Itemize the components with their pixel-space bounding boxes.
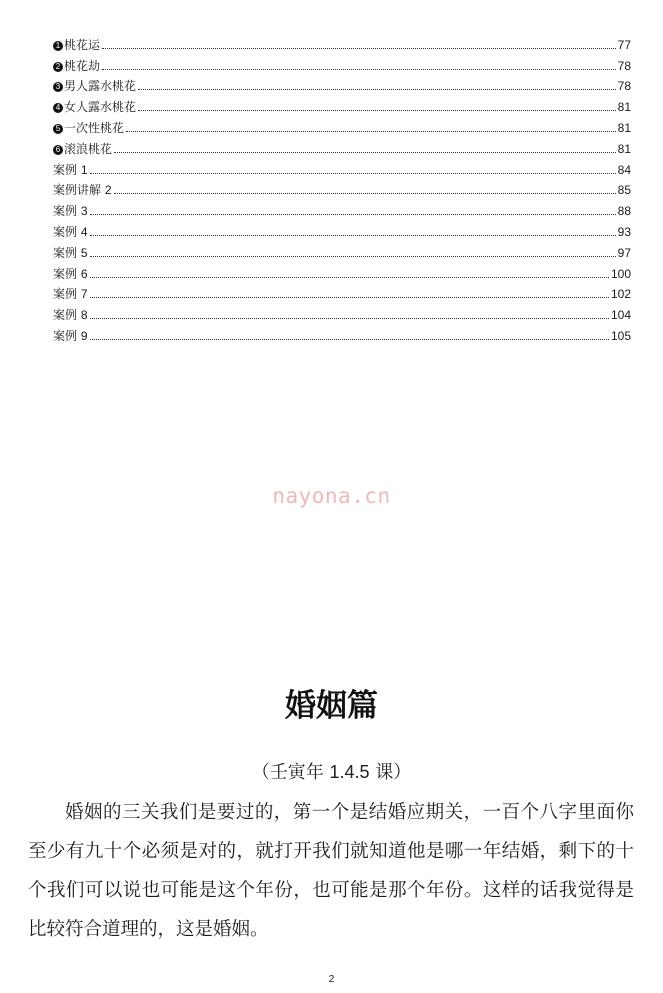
toc-entry-text: 案例 xyxy=(53,204,78,219)
toc-page-number: 100 xyxy=(610,266,631,281)
toc-page-number: 105 xyxy=(610,328,631,343)
toc-entry-text: 案例 xyxy=(53,245,78,260)
toc-entry[interactable] xyxy=(53,323,631,344)
section-subtitle xyxy=(0,758,663,784)
toc-entry-text: 案例 xyxy=(53,328,78,343)
circled-number-icon: 2 xyxy=(53,62,63,72)
toc-entry[interactable] xyxy=(53,157,631,178)
toc-entry-label xyxy=(53,307,88,323)
circled-number-icon: 1 xyxy=(53,41,63,51)
dot-leader xyxy=(114,151,616,153)
toc-page-number: 81 xyxy=(617,141,631,156)
toc-entry-text: 案例 xyxy=(53,162,78,177)
table-of-contents xyxy=(53,32,631,344)
toc-entry[interactable] xyxy=(53,198,631,219)
toc-entry-label xyxy=(53,245,88,261)
toc-page-number: 88 xyxy=(617,204,631,219)
toc-entry-text: 桃花劫 xyxy=(64,58,101,73)
dot-leader xyxy=(114,192,616,194)
toc-entry-text: 桃花运 xyxy=(64,37,101,52)
toc-entry-label xyxy=(53,99,136,115)
toc-entry-text: 女人露水桃花 xyxy=(64,100,137,115)
toc-entry[interactable] xyxy=(53,240,631,261)
dot-leader xyxy=(90,338,609,340)
subtitle-open: （壬寅年 xyxy=(251,762,330,783)
toc-entry-number: 4 xyxy=(80,224,88,239)
toc-page-number: 97 xyxy=(617,245,631,260)
toc-page-number: 77 xyxy=(617,37,631,52)
toc-entry-label xyxy=(53,224,88,240)
toc-entry-number: 8 xyxy=(80,308,88,323)
dot-leader xyxy=(90,255,616,257)
toc-entry-text: 案例 xyxy=(53,224,78,239)
toc-entry-label xyxy=(53,141,112,157)
toc-entry-label xyxy=(53,162,88,178)
toc-page-number: 81 xyxy=(617,100,631,115)
toc-page-number: 93 xyxy=(617,224,631,239)
toc-entry-text: 案例讲解 xyxy=(53,183,102,198)
toc-entry-text: 一次性桃花 xyxy=(64,120,125,135)
toc-entry-label xyxy=(53,37,100,53)
dot-leader xyxy=(138,88,616,90)
toc-page-number: 81 xyxy=(617,120,631,135)
toc-entry[interactable] xyxy=(53,282,631,303)
toc-entry[interactable] xyxy=(53,74,631,95)
toc-entry[interactable] xyxy=(53,32,631,53)
toc-entry-number: 1 xyxy=(80,162,88,177)
toc-entry-text: 案例 xyxy=(53,308,78,323)
toc-entry-text: 滚浪桃花 xyxy=(64,141,113,156)
toc-entry-number: 5 xyxy=(80,245,88,260)
page-number: 2 xyxy=(328,974,335,985)
toc-entry[interactable] xyxy=(53,302,631,323)
toc-page-number: 85 xyxy=(617,183,631,198)
toc-entry-number: 7 xyxy=(80,287,88,302)
subtitle-lesson: 1.4.5 xyxy=(329,762,370,782)
dot-leader xyxy=(90,172,616,174)
toc-page-number: 102 xyxy=(610,287,631,302)
dot-leader xyxy=(90,317,609,319)
toc-entry-number: 9 xyxy=(80,328,88,343)
toc-entry-text: 男人露水桃花 xyxy=(64,79,137,94)
toc-entry-label xyxy=(53,203,88,219)
toc-entry[interactable] xyxy=(53,219,631,240)
toc-entry-number: 6 xyxy=(80,266,88,281)
toc-entry[interactable] xyxy=(53,53,631,74)
toc-entry-label xyxy=(53,120,124,136)
toc-page-number: 78 xyxy=(617,58,631,73)
toc-entry[interactable] xyxy=(53,136,631,157)
dot-leader xyxy=(102,68,616,70)
dot-leader xyxy=(90,234,616,236)
watermark: nayona.cn xyxy=(272,484,391,508)
circled-number-icon: 5 xyxy=(53,124,63,134)
dot-leader xyxy=(126,130,616,132)
toc-entry[interactable] xyxy=(53,261,631,282)
dot-leader xyxy=(138,109,616,111)
toc-entry[interactable] xyxy=(53,178,631,199)
dot-leader xyxy=(90,296,609,298)
dot-leader xyxy=(90,276,609,278)
toc-entry-label xyxy=(53,266,88,282)
toc-entry-label xyxy=(53,58,100,74)
toc-entry-label xyxy=(53,286,88,302)
toc-entry-text: 案例 xyxy=(53,287,78,302)
section-title: 婚姻篇 xyxy=(285,688,378,724)
circled-number-icon: 3 xyxy=(53,82,63,92)
subtitle-close: 课） xyxy=(369,762,412,783)
circled-number-icon: 4 xyxy=(53,103,63,113)
toc-entry-label xyxy=(53,328,88,344)
toc-page-number: 78 xyxy=(617,79,631,94)
toc-entry[interactable] xyxy=(53,115,631,136)
dot-leader xyxy=(90,213,616,215)
dot-leader xyxy=(102,47,616,49)
toc-entry-label xyxy=(53,78,136,94)
circled-number-icon: 6 xyxy=(53,145,63,155)
toc-entry-number: 2 xyxy=(104,183,112,198)
toc-page-number: 84 xyxy=(617,162,631,177)
toc-page-number: 104 xyxy=(610,308,631,323)
toc-entry-label xyxy=(53,182,112,198)
body-paragraph: 婚姻的三关我们是要过的，第一个是结婚应期关，一百个八字里面你至少有九十个必须是对的，就打开我们就知道他是哪一年结婚，剩下的十个我们可以说也可能是这个年份，也可能是那个年份。这样的话我觉得是比较符合道理的，这是婚姻。 xyxy=(28,802,634,940)
toc-entry-text: 案例 xyxy=(53,266,78,281)
toc-entry-number: 3 xyxy=(80,204,88,219)
toc-entry[interactable] xyxy=(53,94,631,115)
